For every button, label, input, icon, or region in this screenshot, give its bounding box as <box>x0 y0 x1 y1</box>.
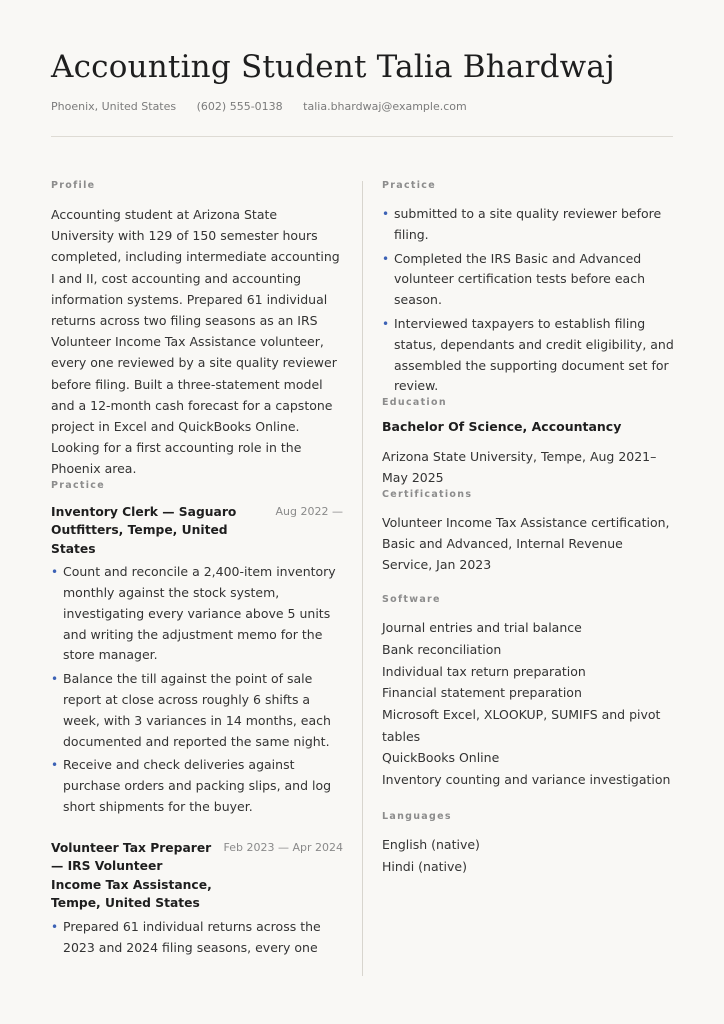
job-header <box>51 503 343 559</box>
education-section <box>382 397 674 488</box>
practice-continued-section <box>382 180 674 397</box>
section-label-education: Education <box>382 397 447 409</box>
bullet-dot-icon: • <box>382 251 390 266</box>
job-dates: Feb 2023 — Apr 2024 <box>223 840 343 854</box>
section-label-certifications: Certifications <box>382 488 473 500</box>
section-label-practice: Practice <box>382 180 436 191</box>
list-item: English (native) <box>382 836 480 852</box>
contact-phone: (602) 555-0138 <box>196 100 283 113</box>
list-item: Financial statement preparation <box>382 685 582 701</box>
job-bullets <box>51 917 343 959</box>
contact-line <box>51 100 484 113</box>
list-item: • submitted to a site quality reviewer before filing. <box>382 206 662 242</box>
languages-section <box>382 811 674 877</box>
list-item: • Receive and check deliveries against purchase orders and packing slips, and log short shipments for the buyer. <box>51 757 332 814</box>
list-item: Microsoft Excel, XLOOKUP, SUMIFS and pivot tables <box>382 707 661 744</box>
job-entry <box>51 839 343 959</box>
list-item: • Interviewed taxpayers to establish filing status, dependants and credit eligibility, and assembled the supporting document set for review. <box>382 315 674 394</box>
list-item: • Balance the till against the point of sale report at close across roughly 6 shifts a week, with 3 variances in 14 months, each documented and reported the same night. <box>51 671 331 749</box>
list-item: Bank reconciliation <box>382 641 502 657</box>
list-item: • Prepared 61 individual returns across the 2023 and 2024 filing seasons, every one <box>51 918 321 955</box>
profile-section <box>51 180 343 480</box>
bullet-dot-icon: • <box>51 565 59 580</box>
section-label-languages: Languages <box>382 810 452 822</box>
list-item: Journal entries and trial balance <box>382 620 582 636</box>
contact-email: talia.bhardwaj@example.com <box>303 100 467 113</box>
contact-location: Phoenix, United States <box>51 100 177 113</box>
section-label-practice: Practice <box>51 479 105 491</box>
software-section <box>382 594 674 791</box>
bullet-dot-icon: • <box>51 919 59 934</box>
list-item: • Completed the IRS Basic and Advanced volunteer certification tests before each season. <box>382 250 645 308</box>
list-item: QuickBooks Online <box>382 750 500 766</box>
section-label-software: Software <box>382 594 441 606</box>
right-column <box>382 180 674 877</box>
list-item: Individual tax return preparation <box>382 663 586 679</box>
profile-text: Accounting student at Arizona State University with 129 of 150 semester hours completed, including intermediate accounting I and II, cost accounting and accounting information systems. Prepared 61 individual returns across two filing seasons as an IRS Volunteer Income Tax Assistance volunteer, every one reviewed by a site quality reviewer before filing. Built a three-statement model and a 12-month cash forecast for a capstone project in Excel and QuickBooks Online. Looking for a first accounting role in the Phoenix area. <box>51 207 340 477</box>
bullet-dot-icon: • <box>382 207 390 221</box>
software-list <box>382 617 674 791</box>
job-entry <box>51 503 343 818</box>
languages-list <box>382 834 674 877</box>
job-title: Volunteer Tax Preparer — IRS Volunteer Income Tax Assistance, Tempe, United States <box>51 840 212 911</box>
resume-title: Accounting Student Talia Bhardwaj <box>51 49 615 85</box>
bullet-dot-icon: • <box>51 758 59 773</box>
job-dates: Aug 2022 — <box>275 504 343 518</box>
practice-section <box>51 480 343 959</box>
section-label-profile: Profile <box>51 180 96 191</box>
school-details: Arizona State University, Tempe, Aug 2021– May 2025 <box>382 449 657 486</box>
list-item: Hindi (native) <box>382 858 467 874</box>
list-item: Inventory counting and variance investigation <box>382 772 671 788</box>
job-header <box>51 839 343 913</box>
header-divider <box>51 136 673 137</box>
bullet-dot-icon: • <box>51 672 59 687</box>
bullet-dot-icon: • <box>382 316 390 331</box>
job-bullets <box>51 562 343 818</box>
degree-title: Bachelor Of Science, Accountancy <box>382 419 622 435</box>
certification-text: Volunteer Income Tax Assistance certification, Basic and Advanced, Internal Revenue Service, Jan 2023 <box>382 514 670 572</box>
column-divider <box>362 181 363 976</box>
list-item: • Count and reconcile a 2,400-item inventory monthly against the stock system, investigating every variance above 5 units and writing the adjustment memo for the store manager. <box>51 564 336 663</box>
certifications-section <box>382 489 674 576</box>
job-bullets <box>382 204 674 397</box>
job-title: Inventory Clerk — Saguaro Outfitters, Tempe, United States <box>51 504 237 556</box>
left-column <box>51 180 343 958</box>
